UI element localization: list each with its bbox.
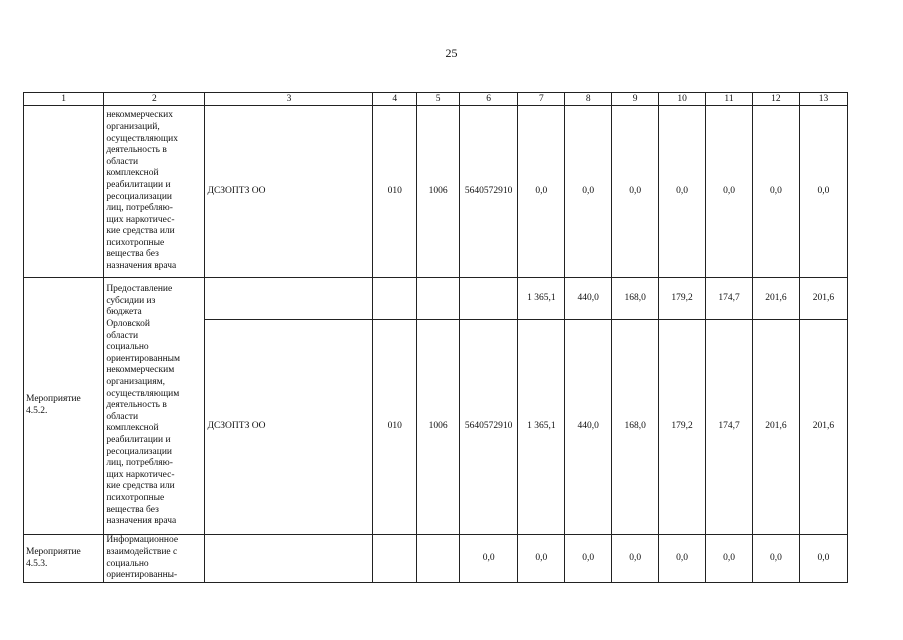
grbs-code-cell: 010: [373, 106, 417, 278]
description-line: щих наркотичес-: [106, 469, 175, 480]
description-line: лиц, потребляю-: [106, 458, 173, 469]
header-cell: 10: [659, 93, 706, 106]
description-cell: [104, 278, 205, 535]
value-cell: 201,6: [799, 278, 847, 320]
event-name-cell: [24, 106, 104, 278]
page-number: 25: [445, 46, 458, 60]
event-name-line: 4.5.2.: [26, 406, 48, 416]
description-line: психотропные: [106, 492, 165, 503]
budget-table: [23, 92, 848, 583]
value-cell: 0,0: [799, 535, 847, 583]
value-cell: 1 365,1: [518, 278, 565, 320]
description-line: социально: [106, 342, 149, 353]
value-cell: 0,0: [565, 535, 612, 583]
description-line: Предоставление: [106, 284, 173, 295]
event-name-line: Мероприятие: [26, 394, 81, 405]
description-line: Информационное: [106, 535, 179, 546]
grbs-code-cell: [373, 278, 417, 320]
value-cell: 0,0: [518, 106, 565, 278]
value-cell: 168,0: [612, 278, 659, 320]
table-row: [24, 535, 848, 583]
description-line: организациям,: [106, 377, 165, 388]
value-cell: 0,0: [752, 106, 799, 278]
value-cell: 168,0: [612, 320, 659, 535]
value-cell: 0,0: [706, 535, 753, 583]
value-cell: 0,0: [459, 535, 517, 583]
description-line: комплексной: [106, 168, 159, 179]
header-cell: 13: [799, 93, 847, 106]
section-code-cell: 1006: [417, 320, 460, 535]
header-cell: 9: [612, 93, 659, 106]
description-line: Орловской: [106, 319, 150, 330]
target-article-cell: 5640572910: [459, 320, 517, 535]
description-line: осуществляющих: [106, 133, 178, 144]
executor-cell: [205, 535, 373, 583]
description-line: кие средства или: [106, 481, 175, 492]
target-article-cell: [459, 278, 517, 320]
header-cell: 12: [752, 93, 799, 106]
value-cell: 201,6: [752, 320, 799, 535]
value-cell: 0,0: [518, 535, 565, 583]
description-line: ресоциализации: [106, 446, 172, 457]
executor-cell: ДСЗОПТЗ ОО: [205, 320, 373, 535]
description-line: некоммерческим: [106, 365, 175, 376]
section-code-cell: [417, 535, 460, 583]
description-line: социально: [106, 558, 149, 569]
description-line: реабилитации и: [106, 434, 171, 445]
header-cell: 7: [518, 93, 565, 106]
value-cell: 440,0: [565, 320, 612, 535]
value-cell: 174,7: [706, 320, 753, 535]
value-cell: 0,0: [612, 106, 659, 278]
value-cell: 0,0: [565, 106, 612, 278]
value-cell: 174,7: [706, 278, 753, 320]
event-name-line: Мероприятие: [26, 546, 81, 557]
description-line: назначения врача: [106, 516, 177, 527]
description-line: вещества без: [106, 249, 159, 260]
executor-cell: ДСЗОПТЗ ОО: [205, 106, 373, 278]
description-cell: [104, 106, 205, 278]
description-line: кие средства или: [106, 226, 175, 237]
event-name-line: 4.5.3.: [26, 558, 48, 569]
value-cell: 0,0: [612, 535, 659, 583]
description-line: области: [106, 330, 139, 341]
value-cell: 0,0: [659, 106, 706, 278]
value-cell: 0,0: [752, 535, 799, 583]
value-cell: 440,0: [565, 278, 612, 320]
description-line: щих наркотичес-: [106, 214, 175, 225]
description-cell: [104, 535, 205, 583]
target-article-cell: 5640572910: [459, 106, 517, 278]
description-line: ориентированны-: [106, 570, 178, 581]
value-cell: 0,0: [706, 106, 753, 278]
executor-cell: [205, 278, 373, 320]
grbs-code-cell: [373, 535, 417, 583]
header-row: [24, 93, 848, 106]
description-line: области: [106, 411, 139, 422]
description-line: субсидии из: [106, 295, 156, 306]
description-line: лиц, потребляю-: [106, 203, 173, 214]
header-cell: 2: [104, 93, 205, 106]
header-cell: 5: [417, 93, 460, 106]
section-code-cell: [417, 278, 460, 320]
header-cell: 11: [706, 93, 753, 106]
description-line: ресоциализации: [106, 191, 172, 202]
table-row: [24, 278, 848, 320]
value-cell: 201,6: [799, 320, 847, 535]
description-line: деятельность в: [106, 145, 167, 156]
description-line: некоммерческих: [106, 110, 173, 121]
description-line: организаций,: [106, 121, 160, 132]
grbs-code-cell: 010: [373, 320, 417, 535]
description-line: бюджета: [106, 307, 142, 318]
description-line: комплексной: [106, 423, 159, 434]
description-line: вещества без: [106, 504, 159, 515]
description-line: ориентированным: [106, 353, 181, 364]
value-cell: 179,2: [659, 320, 706, 535]
value-cell: 201,6: [752, 278, 799, 320]
description-line: деятельность в: [106, 400, 167, 411]
description-line: назначения врача: [106, 261, 177, 272]
description-line: осуществляющим: [106, 388, 180, 399]
description-line: области: [106, 156, 139, 167]
description-line: взаимодействие с: [106, 546, 178, 557]
event-name-cell: [24, 278, 104, 535]
header-cell: 3: [205, 93, 373, 106]
event-name-cell: [24, 535, 104, 583]
section-code-cell: 1006: [417, 106, 460, 278]
table-row: [24, 106, 848, 278]
description-line: психотропные: [106, 237, 165, 248]
value-cell: 1 365,1: [518, 320, 565, 535]
header-cell: 4: [373, 93, 417, 106]
value-cell: 179,2: [659, 278, 706, 320]
value-cell: 0,0: [799, 106, 847, 278]
header-cell: 1: [24, 93, 104, 106]
value-cell: 0,0: [659, 535, 706, 583]
description-line: реабилитации и: [106, 179, 171, 190]
header-cell: 8: [565, 93, 612, 106]
header-cell: 6: [459, 93, 517, 106]
